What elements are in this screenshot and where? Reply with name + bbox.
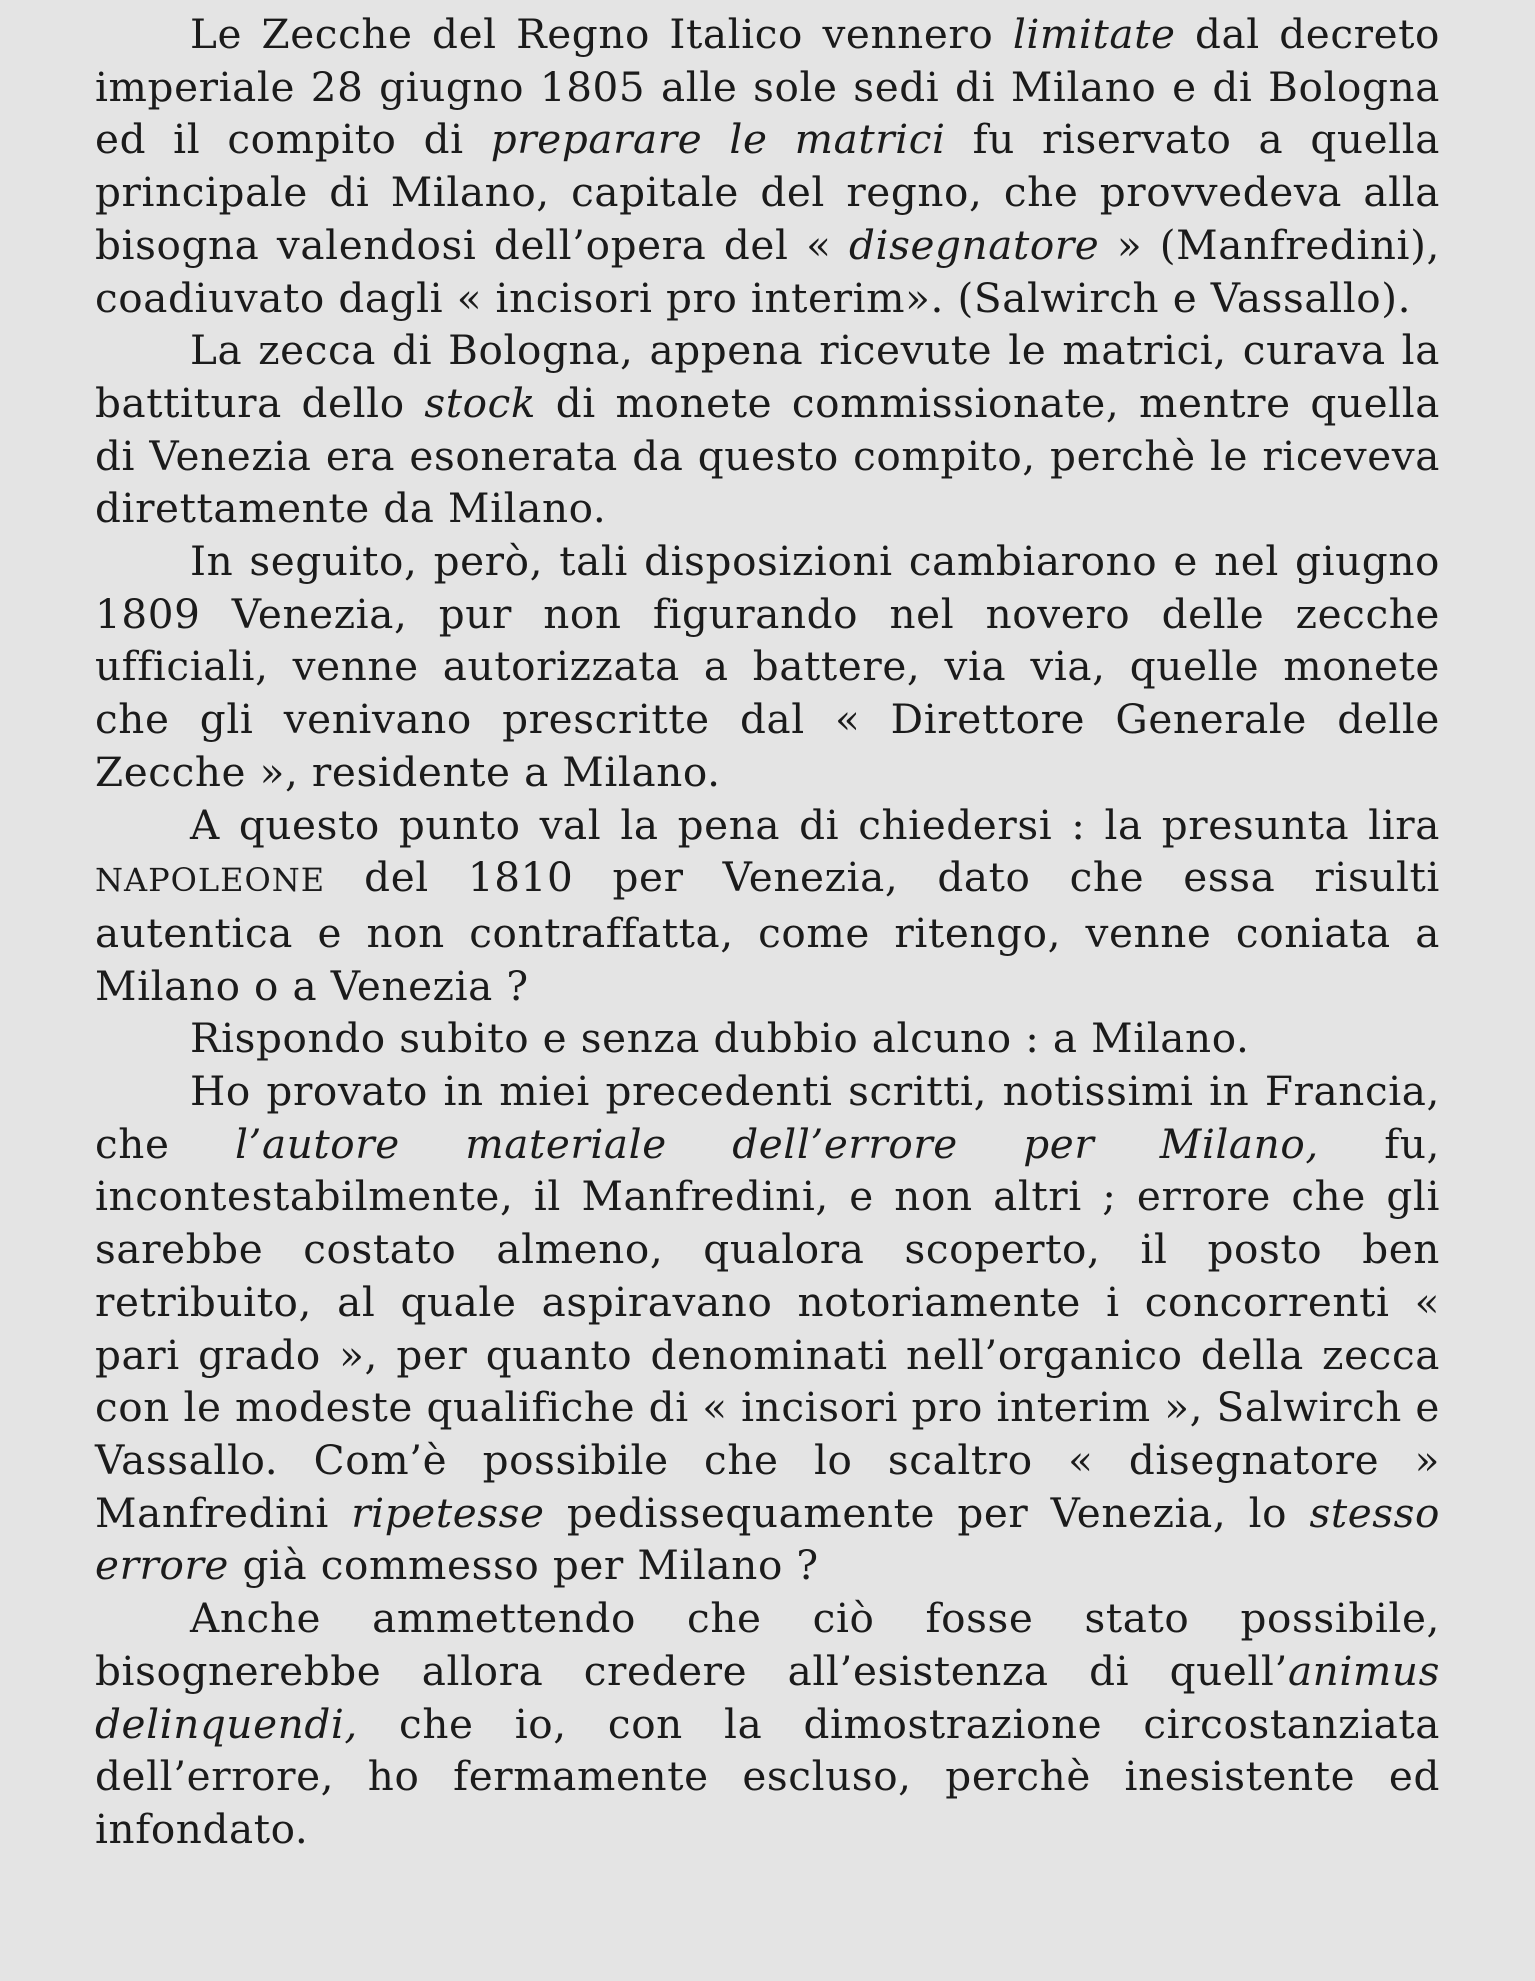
text-segment: Rispondo subito e senza dubbio alcuno : a Milano. (190, 1014, 1250, 1063)
italic-segment: stesso errore (95, 1488, 1441, 1590)
text-segment: La zecca di Bologna, appena ricevute le matrici, curava la battitura dello (95, 326, 1440, 427)
italic-segment: ripetesse (351, 1488, 545, 1537)
italic-segment: stock (424, 378, 537, 427)
text-segment: dal decreto imperiale 28 giugno 1805 alle sole sedi di Milano e di Bologna ed il compito di (95, 10, 1440, 164)
document-page (95, 0, 1440, 1856)
paragraph-7 (95, 1592, 1440, 1856)
paragraph-1 (95, 8, 1440, 324)
text-segment: già commesso per Milano ? (229, 1541, 819, 1590)
paragraph-5 (95, 1012, 1440, 1065)
text-segment: Le Zecche del Regno Italico vennero (190, 10, 1013, 58)
paragraph-4 (95, 799, 1440, 1013)
italic-segment: l’autore materiale dell’errore per Milano, (234, 1119, 1319, 1168)
text-segment: Anche ammettendo che ciò fosse stato possibile, bisognerebbe allora credere all’esistenza di quell’ (95, 1594, 1440, 1695)
text-segment: di monete commissionate, mentre quella di Venezia era esonerata da questo compito, perchè le riceveva direttamente da Milano. (95, 378, 1440, 533)
text-segment: In seguito, però, tali disposizioni cambiarono e nel giugno 1809 Venezia, pur non figurando nel novero delle zecche ufficiali, venne autorizzata a battere, via via, quelle monete che gli venivano prescritte dal « Direttore Generale delle Zecche », residente a Milano. (95, 537, 1440, 796)
text-segment: » (Manfredini), coadiuvato dagli « incisori pro interim». (Salwirch e Vassallo). (95, 220, 1440, 322)
italic-segment: disegnatore (848, 220, 1100, 269)
italic-segment: animus delinquendi, (95, 1646, 1440, 1748)
text-segment: del 1810 per Venezia, dato che essa risulti autentica e non contraffatta, come ritengo, venne coniata a Milano o a Venezia ? (95, 853, 1440, 1010)
text-segment: fu riservato a quella principale di Milano, capitale del regno, che provvedeva alla bisogna valendosi dell’opera del « (95, 115, 1440, 269)
text-segment: Ho provato in miei precedenti scritti, notissimi in Francia, che (95, 1067, 1440, 1168)
paragraph-3 (95, 535, 1440, 799)
paragraph-2 (95, 324, 1440, 535)
text-segment: pedissequamente per Venezia, lo (544, 1488, 1310, 1537)
italic-segment: limitate (1012, 10, 1176, 58)
text-segment: A questo punto val la pena di chiedersi : la presunta lira (190, 800, 1440, 849)
italic-segment: preparare le matrici (490, 115, 946, 164)
paragraph-6 (95, 1065, 1440, 1592)
text-segment: che io, con la dimostrazione circostanziata dell’errore, ho fermamente escluso, perchè inesistente ed infondato. (95, 1699, 1440, 1853)
smallcaps-segment: NAPOLEONE (95, 861, 326, 900)
text-segment: fu, incontestabilmente, il Manfredini, e non altri ; errore che gli sarebbe costato almeno, qualora scoperto, il posto ben retribuito, al quale aspiravano notoriamente i concorrenti « pari grado », per quanto denominati nell’organico della zecca con le modeste qualifiche di « incisori pro interim », Salwirch e Vassallo. Com’è possibile che lo scaltro « disegnatore » Manfredini (95, 1119, 1440, 1537)
